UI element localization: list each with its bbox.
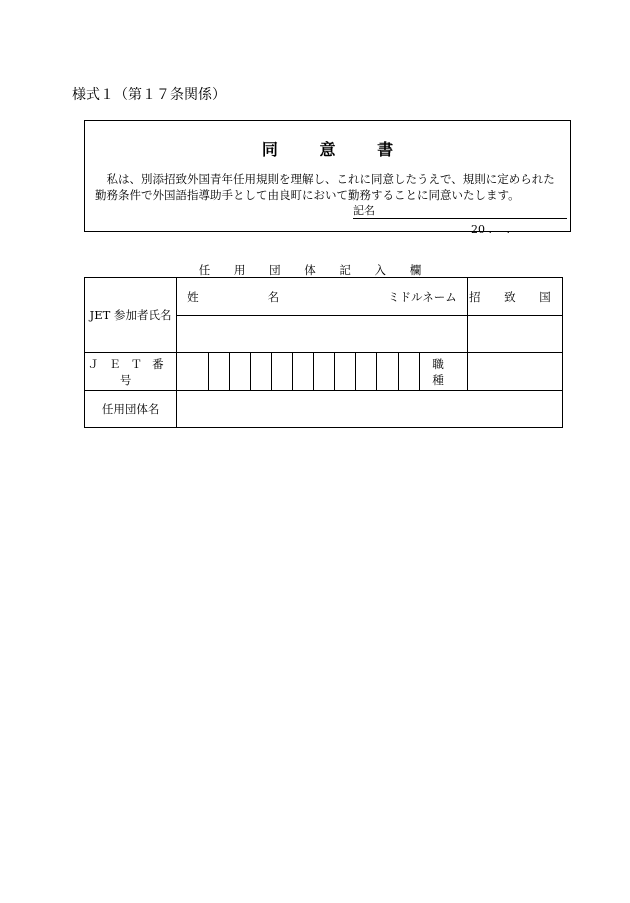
jet-number-digit-cell[interactable] <box>314 353 335 391</box>
consent-box <box>84 120 571 236</box>
job-type-input-cell[interactable] <box>467 353 562 391</box>
surname-label: 姓 <box>187 289 199 304</box>
form-number-label: 様式１（第１７条関係） <box>72 87 226 103</box>
consent-title: 同 意 書 <box>261 140 412 159</box>
jet-number-label: ＪＥＴ番号 <box>85 353 177 391</box>
country-input-cell[interactable] <box>467 316 562 353</box>
jet-number-digit-cell[interactable] <box>230 353 251 391</box>
jet-number-digit-cell[interactable] <box>209 353 230 391</box>
date-field[interactable]: 20 . . <box>471 223 510 236</box>
employer-label: 任用団体名 <box>85 391 177 428</box>
country-label: 招 致 国 <box>467 278 562 316</box>
name-input-cell[interactable] <box>177 316 468 353</box>
name-header-cell <box>177 278 468 316</box>
participant-name-label: JET 参加者氏名 <box>85 278 177 353</box>
middle-name-label: ミドルネーム <box>388 289 457 304</box>
given-name-label: 名 <box>267 289 280 304</box>
jet-number-digit-cell[interactable] <box>293 353 314 391</box>
jet-number-digit-cell[interactable] <box>272 353 293 391</box>
entry-table <box>84 277 563 428</box>
signature-line[interactable] <box>353 204 567 219</box>
jet-number-digit-cell[interactable] <box>335 353 356 391</box>
jet-number-digit-cell[interactable] <box>377 353 398 391</box>
employer-input-cell[interactable] <box>177 391 563 428</box>
signature-label: 記名 <box>353 204 375 217</box>
jet-number-digit-cell[interactable] <box>398 353 419 391</box>
entry-section-caption: 任 用 団 体 記 入 欄 <box>198 263 432 277</box>
jet-number-digit-cell[interactable] <box>177 353 209 391</box>
consent-body-text: 私は、別添招致外国青年任用規則を理解し、これに同意したうえで、規則に定められた勤務条件で外国語指導助手として由良町において勤務することに同意いたします。 <box>95 172 555 202</box>
jet-number-digit-cell[interactable] <box>356 353 377 391</box>
jet-number-digit-cell[interactable] <box>251 353 272 391</box>
job-type-label: 職 種 <box>419 353 467 391</box>
